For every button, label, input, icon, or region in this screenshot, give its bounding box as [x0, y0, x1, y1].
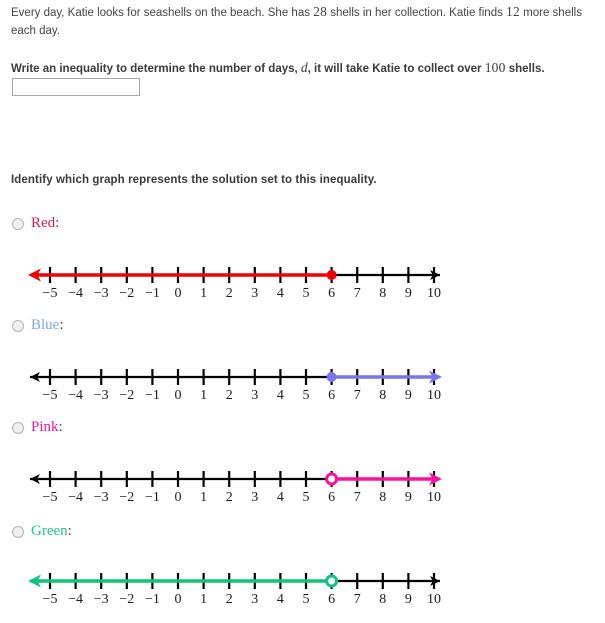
axis-tick-label: 5	[302, 286, 310, 298]
prompt-text-part2: , it will take Katie to collect over	[307, 63, 485, 75]
axis-tick-label: −3	[93, 490, 109, 502]
option-green[interactable]	[12, 524, 72, 539]
identify-instruction: Identify which graph represents the solution set to this inequality.	[11, 174, 377, 186]
axis-tick-label: 5	[302, 490, 310, 502]
radio-red[interactable]	[12, 218, 24, 230]
axis-tick-label: 6	[328, 490, 336, 502]
axis-tick-label: 2	[225, 592, 233, 604]
option-color-name-red: Red	[31, 215, 56, 231]
axis-tick-label: 9	[404, 286, 412, 298]
axis-tick-label: −4	[68, 490, 84, 502]
axis-tick-label: 2	[225, 286, 233, 298]
axis-tick-label: −2	[119, 490, 135, 502]
inequality-answer-input[interactable]	[12, 78, 140, 96]
axis-tick-label: 4	[276, 286, 284, 298]
axis-tick-label: 7	[353, 286, 361, 298]
axis-tick-label: −1	[144, 286, 160, 298]
problem-text-part2: shells in her collection. Katie finds	[327, 7, 507, 19]
axis-tick-label: 0	[174, 490, 182, 502]
option-colon-blue: :	[59, 317, 64, 333]
prompt-text-part1: Write an inequality to determine the number of days,	[11, 63, 301, 75]
axis-tick-label: 10	[427, 388, 441, 400]
axis-tick-label: 9	[404, 490, 412, 502]
axis-tick-label: 6	[328, 592, 336, 604]
axis-tick-label: −5	[42, 490, 58, 502]
axis-tick-label: 3	[251, 490, 259, 502]
axis-tick-label: 0	[174, 388, 182, 400]
option-colon-red: :	[55, 215, 60, 231]
option-label-red	[31, 216, 59, 231]
axis-tick-label: 9	[404, 388, 412, 400]
option-blue[interactable]	[12, 318, 64, 333]
axis-tick-label: 6	[328, 388, 336, 400]
inequality-prompt	[11, 60, 594, 77]
axis-tick-label: −2	[119, 286, 135, 298]
axis-tick-label: −5	[42, 592, 58, 604]
closed-endpoint-dot	[327, 270, 337, 280]
axis-tick-label: 6	[328, 286, 336, 298]
axis-tick-label: −4	[68, 286, 84, 298]
axis-tick-label: 3	[251, 286, 259, 298]
axis-tick-label: 3	[251, 388, 259, 400]
axis-tick-label: −1	[144, 388, 160, 400]
axis-tick-label: −3	[93, 592, 109, 604]
axis-tick-label: 1	[200, 490, 208, 502]
radio-pink[interactable]	[12, 422, 24, 434]
option-label-green	[31, 524, 72, 539]
axis-tick-label: 2	[225, 388, 233, 400]
number-line-blue[interactable]	[0, 354, 470, 400]
axis-tick-label: −3	[93, 286, 109, 298]
axis-tick-label: 7	[353, 592, 361, 604]
axis-tick-label: 1	[200, 388, 208, 400]
option-label-blue	[31, 318, 64, 333]
axis-tick-label: 0	[174, 286, 182, 298]
axis-tick-label: −4	[68, 592, 84, 604]
axis-tick-label: 10	[427, 490, 441, 502]
axis-tick-label: −1	[144, 592, 160, 604]
open-endpoint-dot	[327, 576, 337, 586]
axis-tick-label: 5	[302, 388, 310, 400]
number-line-green[interactable]	[0, 558, 470, 604]
target-shells-value: 100	[484, 60, 506, 75]
radio-green[interactable]	[12, 526, 24, 538]
axis-tick-label: 2	[225, 490, 233, 502]
axis-tick-label: 8	[379, 286, 387, 298]
axis-tick-label: −5	[42, 388, 58, 400]
axis-tick-label: 7	[353, 388, 361, 400]
axis-tick-label: 0	[174, 592, 182, 604]
axis-tick-label: 9	[404, 592, 412, 604]
axis-tick-label: −5	[42, 286, 58, 298]
option-red[interactable]	[12, 216, 59, 231]
axis-tick-label: −2	[119, 388, 135, 400]
number-line-red[interactable]	[0, 252, 470, 298]
option-color-name-pink: Pink	[31, 419, 59, 435]
axis-tick-label: −3	[93, 388, 109, 400]
option-pink[interactable]	[12, 420, 63, 435]
radio-blue[interactable]	[12, 320, 24, 332]
axis-tick-label: −4	[68, 388, 84, 400]
closed-endpoint-dot	[327, 372, 337, 382]
option-label-pink	[31, 420, 63, 435]
problem-text-part1: Every day, Katie looks for seashells on the beach. She has	[11, 7, 314, 19]
option-color-name-blue: Blue	[31, 317, 60, 333]
axis-tick-label: 8	[379, 388, 387, 400]
prompt-text-part3: shells.	[505, 63, 545, 75]
axis-tick-label: 1	[200, 286, 208, 298]
axis-tick-label: 4	[276, 490, 284, 502]
axis-tick-label: 10	[427, 592, 441, 604]
axis-tick-label: 7	[353, 490, 361, 502]
variable-d: d	[300, 60, 308, 75]
axis-tick-label: 3	[251, 592, 259, 604]
option-colon-pink: :	[58, 419, 63, 435]
option-colon-green: :	[67, 523, 72, 539]
axis-tick-label: 8	[379, 592, 387, 604]
shells-owned-value: 28	[313, 4, 328, 19]
number-line-pink[interactable]	[0, 456, 470, 502]
axis-tick-label: −1	[144, 490, 160, 502]
axis-tick-label: 4	[276, 592, 284, 604]
axis-tick-label: −2	[119, 592, 135, 604]
axis-tick-label: 1	[200, 592, 208, 604]
problem-text-part3: more shells each day.	[11, 7, 582, 37]
shells-per-day-value: 12	[506, 4, 520, 19]
option-color-name-green: Green	[31, 523, 68, 539]
axis-tick-label: 8	[379, 490, 387, 502]
open-endpoint-dot	[327, 474, 337, 484]
axis-tick-label: 10	[427, 286, 441, 298]
problem-statement	[11, 3, 594, 40]
axis-tick-label: 5	[302, 592, 310, 604]
axis-tick-label: 4	[276, 388, 284, 400]
